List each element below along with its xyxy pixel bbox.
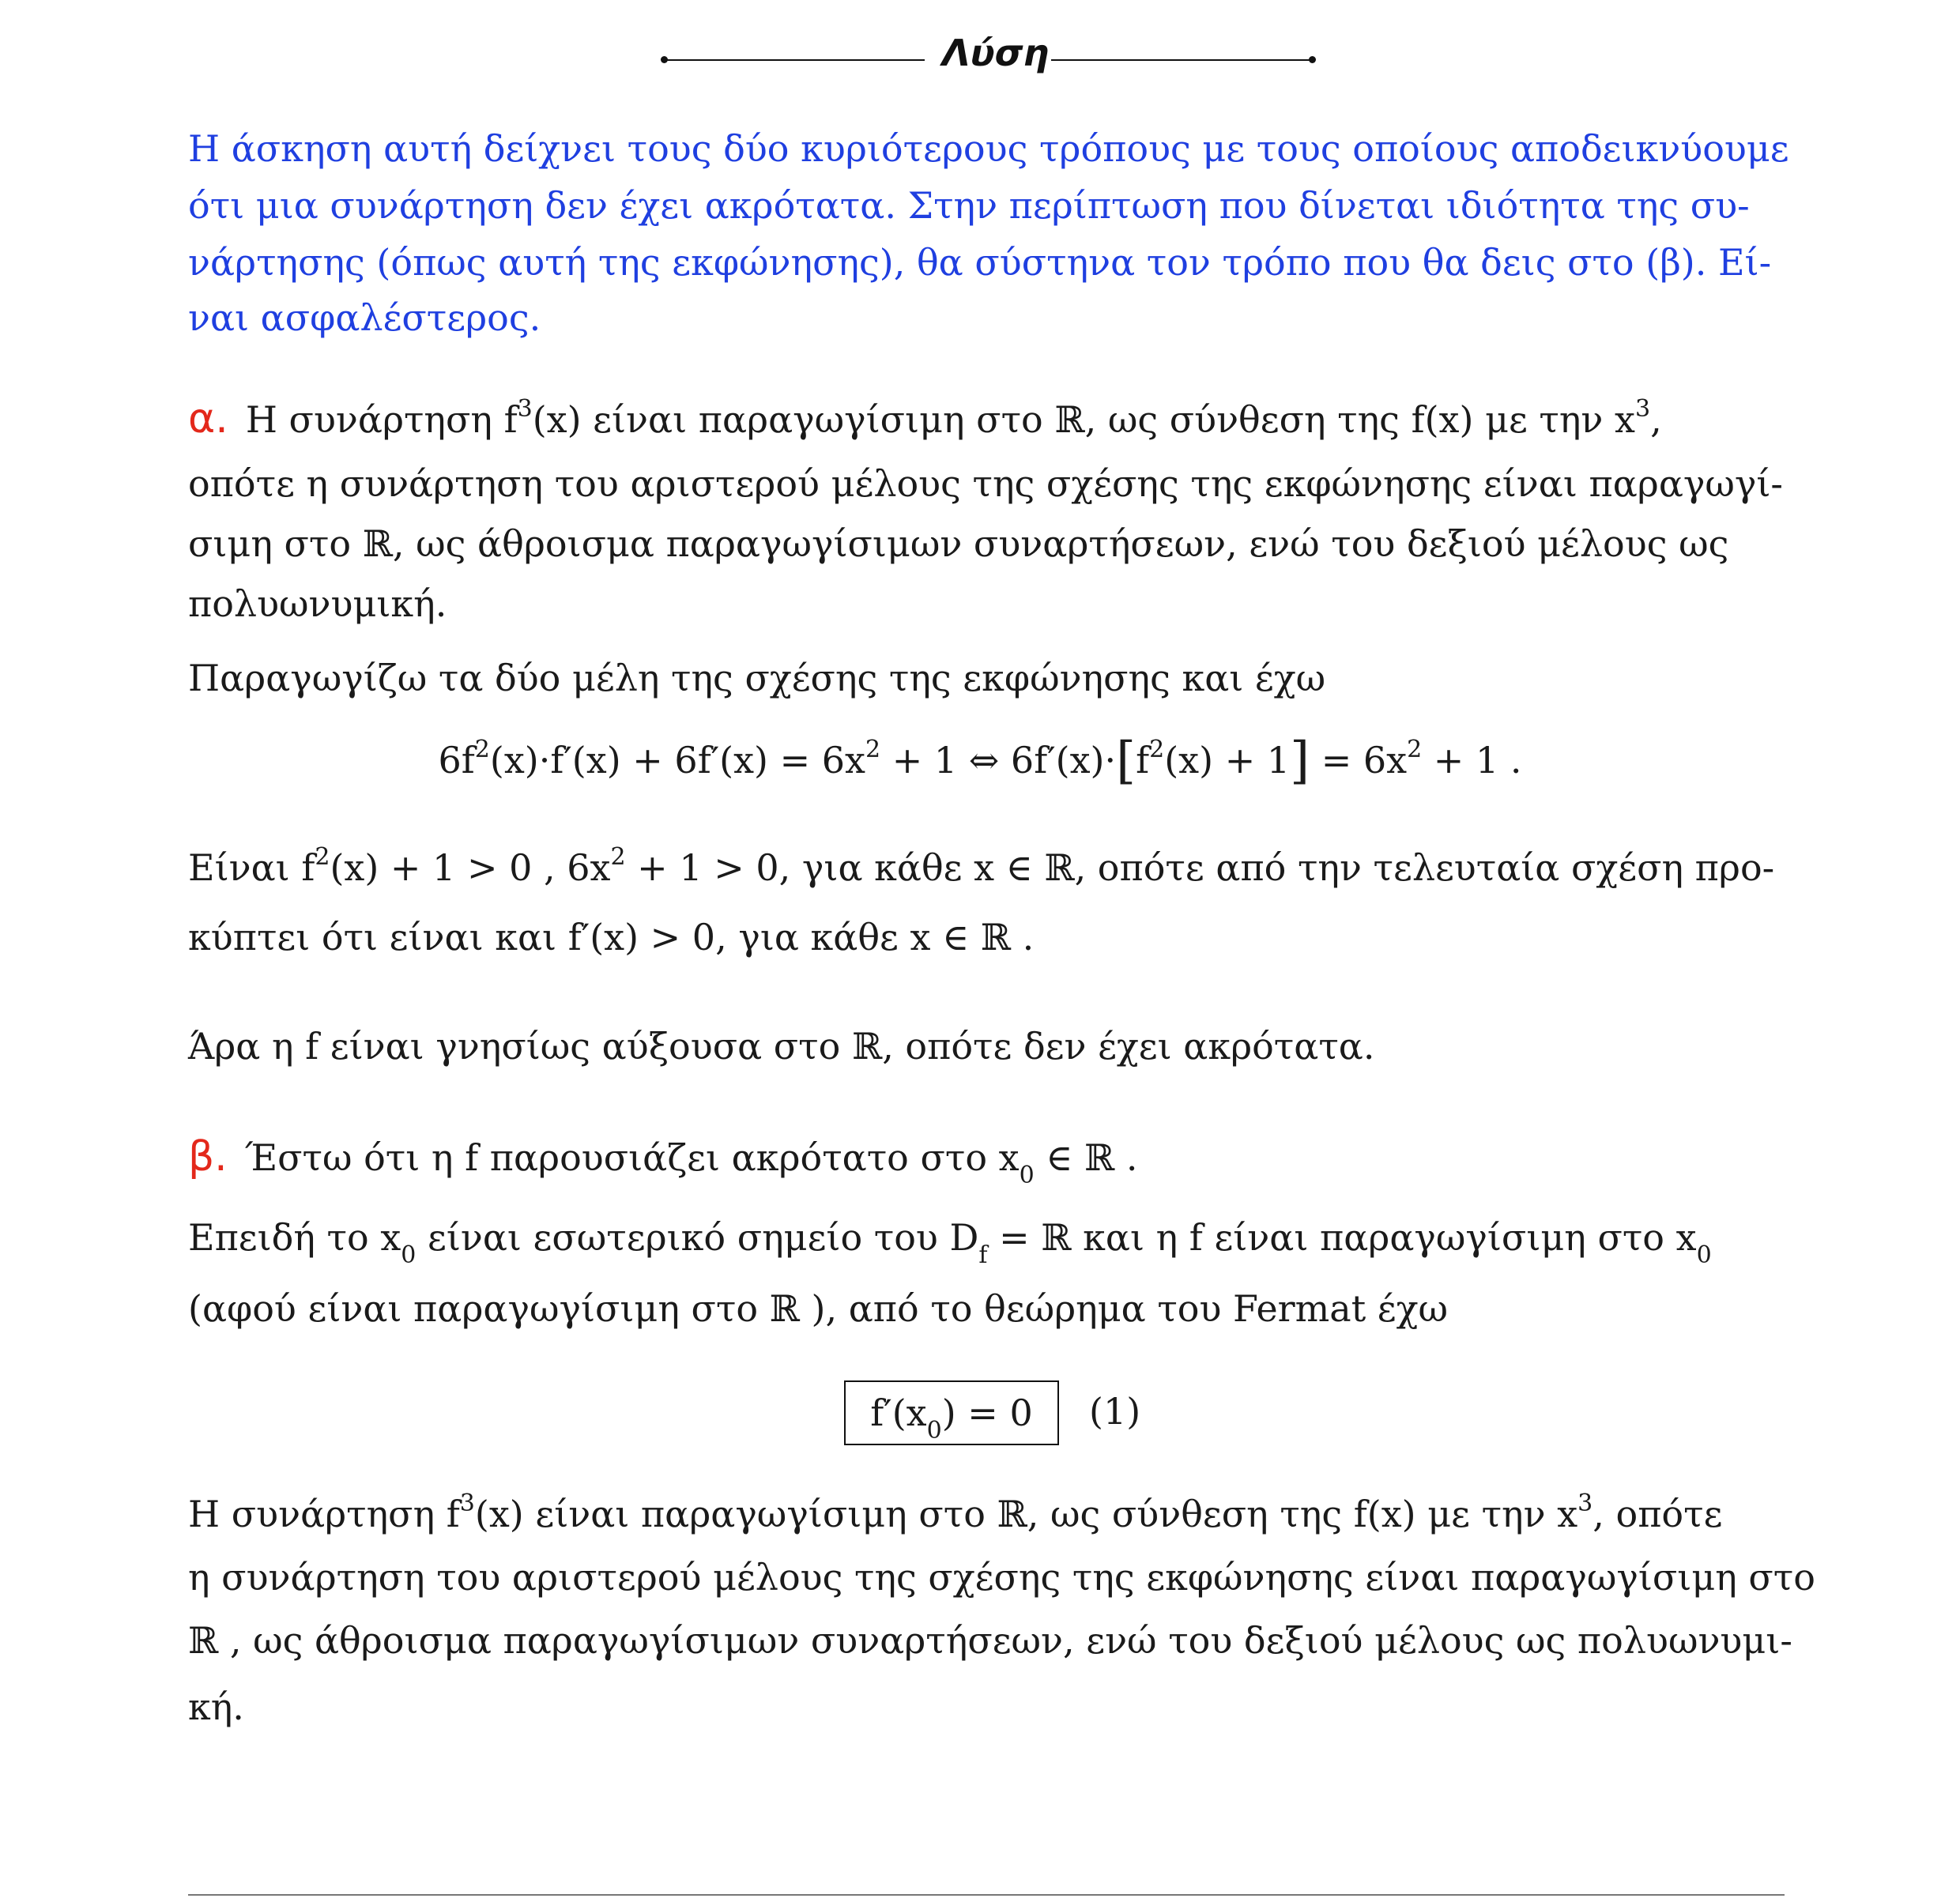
part-a-derive-text: Παραγωγίζω τα δύο μέλη της σχέσης της εκφώνησης και έχω — [188, 657, 1326, 699]
text: Είναι — [188, 846, 290, 889]
text: είναι παραγωγίσιμη στο — [593, 398, 1043, 441]
text: , οπότε από την τελευταία σχέση προ- — [1074, 846, 1775, 889]
rule-dot-right — [1309, 56, 1316, 63]
math-f3x: $f^3(x)$ — [446, 1490, 524, 1535]
text: (αφού είναι παραγωγίσιμη στο — [188, 1287, 759, 1330]
text: , ως άθροισμα παραγωγίσιμων συναρτήσεων, ενώ του δεξιού μέλους ως πολυωνυμι- — [229, 1619, 1792, 1662]
math-reals: ℝ — [997, 1493, 1027, 1535]
text: , ως σύνθεση της — [1084, 398, 1400, 441]
part-a-conclusion — [188, 1018, 1785, 1075]
math-x-in-reals: x ∈ ℝ — [974, 846, 1075, 889]
part-b-line-7: κή. — [188, 1685, 244, 1728]
part-a-line-3 — [188, 515, 1785, 572]
math-x3: $x^3$ — [1557, 1490, 1593, 1535]
part-a-line-1: α. Η συνάρτηση $f^3(x)$ είναι παραγωγίσιμη στο ℝ, ως σύνθεση της f(x) με την $x^3$, — [188, 395, 1662, 443]
text: με την — [1485, 398, 1604, 441]
text: και η f είναι παραγωγίσιμη στο — [1083, 1216, 1664, 1259]
part-a-label: α. — [188, 395, 228, 443]
math-fprime-positive: f′(x) > 0 — [567, 916, 716, 959]
text: , ως σύνθεση της — [1027, 1493, 1343, 1535]
math-reals: ℝ — [851, 1025, 883, 1068]
part-b-label: β. — [188, 1133, 228, 1181]
section-title: Λύση — [942, 32, 1050, 74]
math-x0: $x_0$ — [1675, 1216, 1712, 1269]
text: , οπότε — [1592, 1493, 1723, 1535]
intro-line-4: ναι ασφαλέστερος. — [188, 296, 541, 339]
intro-line-1: Η άσκηση αυτή δείχνει τους δύο κυριότερους τρόπους με τους οποίους αποδεικνύουμε — [188, 127, 1789, 170]
boxed-equation: $f'(x_0) = 0$ — [844, 1380, 1059, 1445]
footer-rule — [188, 1894, 1785, 1896]
intro-line-2: ότι μια συνάρτηση δεν έχει ακρότατα. Στην περίπτωση που δίνεται ιδιότητα της συ- — [188, 184, 1750, 227]
part-a-since-line-2 — [188, 909, 1785, 966]
part-a-line-2: οπότε η συνάρτηση του αριστερού μέλους της σχέσης της εκφώνησης είναι παραγωγί- — [188, 462, 1783, 505]
math-reals: ℝ — [1054, 398, 1085, 441]
math-domain: $D_f$ = ℝ — [949, 1216, 1072, 1269]
math-reals: ℝ — [769, 1287, 800, 1330]
math-fx: f(x) — [1353, 1493, 1416, 1535]
text: με την — [1427, 1493, 1546, 1535]
part-b-line-5: η συνάρτηση του αριστερού μέλους της σχέσης της εκφώνησης είναι παραγωγίσιμη στο — [188, 1556, 1815, 1599]
math-f3x: $f^3(x)$ — [503, 395, 582, 441]
math-x0-in-reals: $x_0$ ∈ ℝ . — [998, 1136, 1138, 1189]
math-reals: ℝ — [188, 1619, 219, 1662]
part-b-line-6 — [188, 1612, 1792, 1669]
part-b-line-2 — [188, 1209, 1785, 1269]
part-b-line-3 — [188, 1280, 1785, 1337]
part-b-line-1 — [188, 1128, 1785, 1189]
math-x3: $x^3$ — [1615, 395, 1651, 441]
section-header — [0, 32, 1960, 87]
text: Επειδή το — [188, 1216, 369, 1259]
text: Η συνάρτηση — [245, 398, 492, 441]
intro-line-3: νάρτησης (όπως αυτή της εκφώνησης), θα σύστηνα τον τρόπο που θα δεις στο (β). Εί- — [188, 241, 1772, 284]
math-fx: f(x) — [1411, 398, 1474, 441]
derivative-equation: $6f^2(x)\cdot f'(x) + 6f'(x) = 6x^2 + 1$ ⇔ $6f'(x)\cdot[f^2(x) + 1] = 6x^2 + 1$ . — [438, 732, 1522, 790]
math-reals: ℝ — [362, 522, 393, 565]
math-x-in-reals: x ∈ ℝ . — [910, 916, 1035, 959]
rule-right — [1051, 59, 1312, 61]
equation-number: (1) — [1089, 1390, 1141, 1433]
text: , ως άθροισμα παραγωγίσιμων συναρτήσεων, ενώ του δεξιού μέλους ως — [392, 522, 1729, 565]
part-a-line-4: πολυωνυμική. — [188, 582, 447, 625]
part-b-line-4 — [188, 1486, 1785, 1542]
rule-left — [664, 59, 925, 61]
text: είναι εσωτερικό σημείο του — [428, 1216, 938, 1259]
text: Η συνάρτηση — [188, 1493, 435, 1535]
math-x0: $x_0$ — [380, 1216, 416, 1269]
text: σιμη στο — [188, 522, 352, 565]
text: , για κάθε — [715, 916, 899, 959]
text: κύπτει ότι είναι και — [188, 916, 557, 959]
text: είναι παραγωγίσιμη στο — [535, 1493, 986, 1535]
text: , οπότε δεν έχει ακρότατα. — [882, 1025, 1375, 1068]
text: , για κάθε — [778, 846, 963, 889]
text: ), από το θεώρημα του Fermat έχω — [811, 1287, 1449, 1330]
part-a-since-line — [188, 839, 1785, 896]
text: Άρα η f είναι γνησίως αύξουσα στο — [188, 1025, 841, 1068]
text: Έστω ότι η f παρουσιάζει ακρότατο στο — [244, 1136, 988, 1179]
math-inequalities: $f^2(x) + 1 > 0$ , $6x^2 + 1 > 0$ — [301, 843, 779, 889]
